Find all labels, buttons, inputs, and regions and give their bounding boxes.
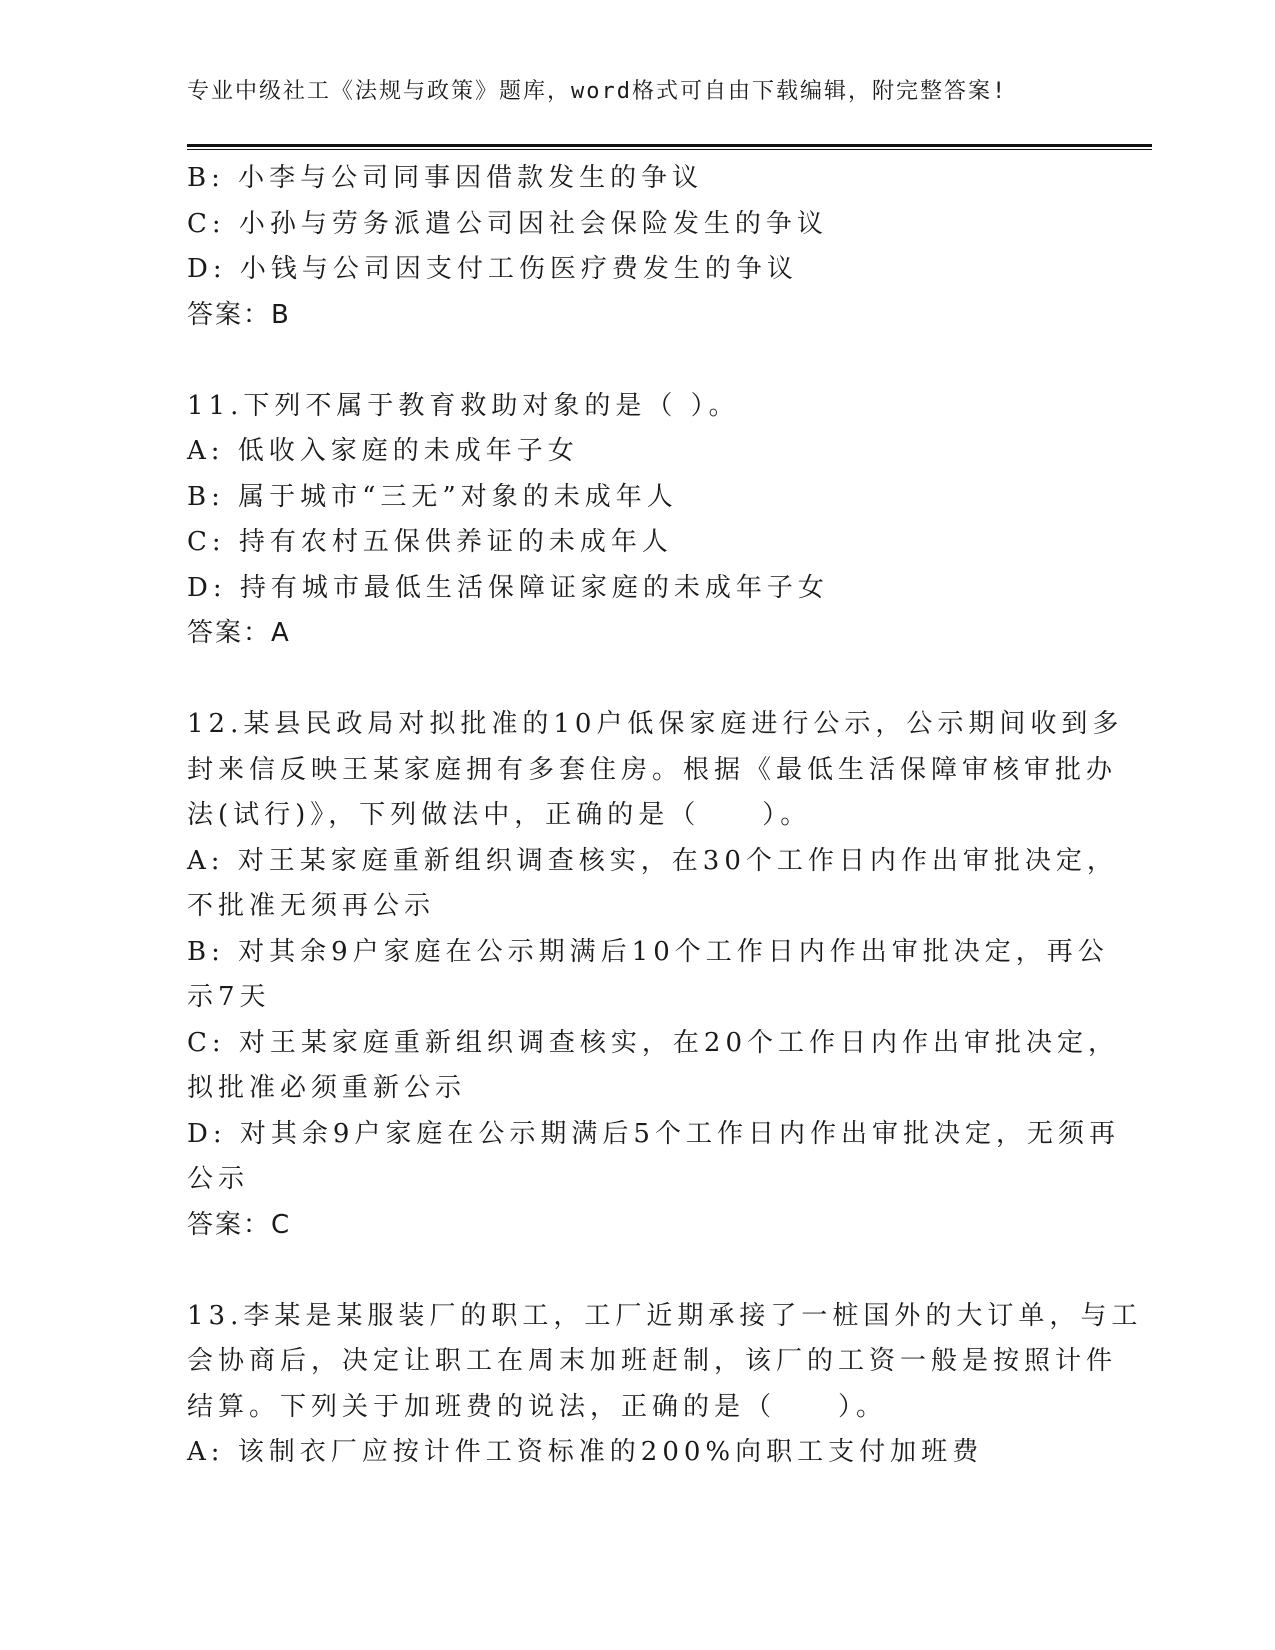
question-stem: 12.某县民政局对拟批准的10户低保家庭进行公示，公示期间收到多 bbox=[187, 709, 1124, 739]
question-10-tail bbox=[187, 156, 1087, 338]
option-a-cont: 不批准无须再公示 bbox=[187, 891, 436, 921]
option-c: C: 对王某家庭重新组织调查核实，在20个工作日内作出审批决定， bbox=[187, 1027, 1120, 1058]
question-12 bbox=[187, 702, 1124, 1248]
spacer bbox=[187, 1248, 1087, 1294]
spacer bbox=[187, 657, 1087, 703]
question-11 bbox=[187, 384, 1087, 657]
option-d: D: 对其余9户家庭在公示期满后5个工作日内作出审批决定，无须再 bbox=[187, 1118, 1120, 1149]
answer: 答案：C bbox=[187, 1209, 292, 1240]
answer: 答案：A bbox=[187, 618, 291, 648]
option-b: B: 属于城市“三无”对象的未成年人 bbox=[187, 481, 678, 512]
question-stem: 13.李某是某服装厂的职工，工厂近期承接了一桩国外的大订单，与工 bbox=[187, 1300, 1143, 1331]
question-stem: 法(试行)》，下列做法中，正确的是（ ）。 bbox=[187, 800, 812, 830]
option-d-cont: 公示 bbox=[187, 1164, 250, 1194]
question-13 bbox=[187, 1294, 1143, 1476]
page-header: 专业中级社工《法规与政策》题库，word格式可自由下载编辑，附完整答案! bbox=[187, 79, 1008, 104]
option-a: A: 该制衣厂应按计件工资标准的200%向职工支付加班费 bbox=[187, 1437, 984, 1467]
option-d: D: 小钱与公司因支付工伤医疗费发生的争议 bbox=[187, 254, 798, 284]
option-b: B: 对其余9户家庭在公示期满后10个工作日内作出审批决定，再公 bbox=[187, 936, 1109, 967]
option-c: C: 小孙与劳务派遣公司因社会保险发生的争议 bbox=[187, 208, 828, 239]
question-list bbox=[187, 156, 1143, 1476]
option-d: D: 持有城市最低生活保障证家庭的未成年子女 bbox=[187, 572, 829, 603]
question-stem: 会协商后，决定让职工在周末加班赶制，该厂的工资一般是按照计件 bbox=[187, 1346, 1118, 1376]
option-c: C: 持有农村五保供养证的未成年人 bbox=[187, 527, 673, 557]
spacer bbox=[187, 338, 1087, 384]
option-a: A: 低收入家庭的未成年子女 bbox=[187, 436, 579, 466]
option-a: A: 对王某家庭重新组织调查核实，在30个工作日内作出审批决定， bbox=[187, 845, 1118, 876]
option-b: B: 小李与公司同事因借款发生的争议 bbox=[187, 163, 704, 193]
option-b-cont: 示7天 bbox=[187, 982, 271, 1012]
question-stem: 封来信反映王某家庭拥有多套住房。根据《最低生活保障审核审批办 bbox=[187, 754, 1118, 785]
option-c-cont: 拟批准必须重新公示 bbox=[187, 1073, 467, 1103]
question-stem: 结算。下列关于加班费的说法，正确的是（ ）。 bbox=[187, 1391, 888, 1422]
question-stem: 11.下列不属于教育救助对象的是（ ）。 bbox=[187, 390, 740, 421]
answer: 答案：B bbox=[187, 299, 291, 330]
header-divider bbox=[187, 144, 1152, 150]
